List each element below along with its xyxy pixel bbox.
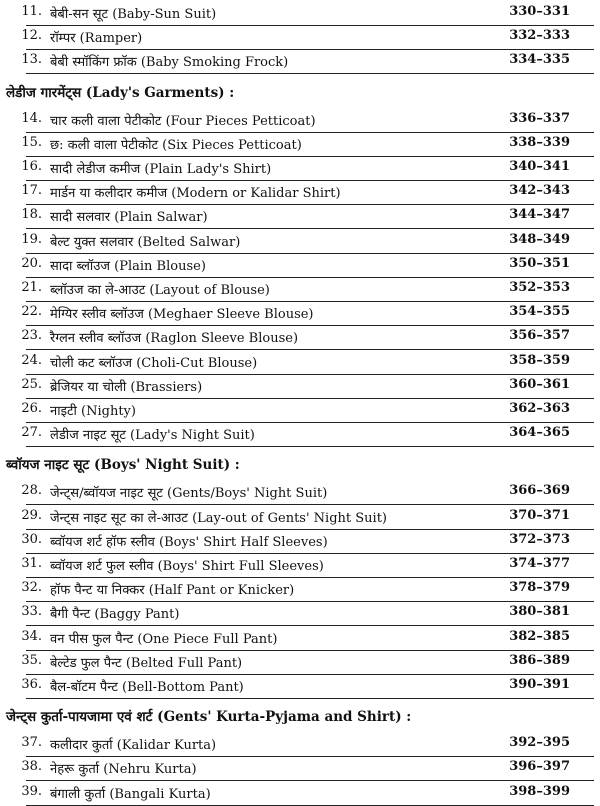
toc-entry <box>0 506 600 530</box>
entry-title: सादी लेडीज कमीज (Plain Lady's Shirt) <box>50 162 272 177</box>
entry-pages: 362–363 <box>509 401 570 416</box>
entry-number: 21. <box>21 280 42 295</box>
toc-entry <box>0 109 600 133</box>
entry-number: 12. <box>21 28 42 44</box>
entry-pages: 392–395 <box>509 735 570 751</box>
entry-title: बंगाली कुर्ता (Bangali Kurta) <box>50 786 211 802</box>
entry-pages: 396–397 <box>509 759 570 775</box>
toc-entry <box>0 26 600 50</box>
toc-entry <box>0 2 600 26</box>
entry-number: 17. <box>21 183 42 199</box>
entry-pages: 332–333 <box>509 28 570 44</box>
entry-pages: 370–371 <box>509 507 570 523</box>
entry-pages: 382–385 <box>509 628 570 644</box>
toc-entry <box>0 326 600 350</box>
toc-entry <box>0 302 600 326</box>
entry-title: लेडीज नाइट सूट (Lady's Night Suit) <box>50 428 255 444</box>
toc-entry <box>0 757 600 781</box>
entry-number: 11. <box>21 4 42 19</box>
entry-title: बेल्ट युक्त सलवार (Belted Salwar) <box>50 234 241 250</box>
entry-pages: 364–365 <box>509 425 570 441</box>
entry-title: रैग्लन स्लीव ब्लॉउज (Raglon Sleeve Blouse) <box>50 331 299 347</box>
entry-title: चार कली वाला पेटीकोट (Four Pieces Petticoat) <box>50 113 316 129</box>
entry-title: जेन्ट्स नाइट सूट का ले-आउट (Lay-out of Gents' Night Suit) <box>50 510 387 526</box>
entry-pages: 386–389 <box>509 652 570 668</box>
entry-title: जेन्ट्स/ब्वॉयज नाइट सूट (Gents/Boys' Night Suit) <box>50 486 328 502</box>
entry-number: 20. <box>21 255 42 271</box>
entry-title: बेल्टेड फुल पैन्ट (Belted Full Pant) <box>50 655 243 671</box>
entry-pages: 378–379 <box>509 580 570 596</box>
entry-pages: 360–361 <box>509 376 570 392</box>
entry-title: रॉम्पर (Ramper) <box>50 31 143 47</box>
entry-pages: 330–331 <box>509 4 570 19</box>
entry-rule <box>26 805 594 806</box>
entry-number: 29. <box>21 507 42 523</box>
section-heading: जेन्ट्स कुर्ता-पायजामा एवं शर्ट (Gents' Kurta-Pyjama and Shirt) : <box>6 709 412 726</box>
toc-entry <box>0 50 600 74</box>
entry-number: 37. <box>21 735 42 751</box>
entry-rule <box>26 73 594 74</box>
toc-entry <box>0 133 600 157</box>
entry-title: ब्लॉउज का ले-आउट (Layout of Blouse) <box>50 283 270 298</box>
entry-number: 32. <box>21 580 42 596</box>
toc-entry <box>0 399 600 423</box>
entry-number: 26. <box>21 401 42 416</box>
toc-entry <box>0 278 600 302</box>
entry-number: 33. <box>21 604 42 620</box>
entry-pages: 352–353 <box>509 280 570 295</box>
toc-entry <box>0 627 600 651</box>
entry-title: हॉफ पैन्ट या निक्कर (Half Pant or Knicker) <box>50 583 295 599</box>
entry-number: 24. <box>21 352 42 368</box>
entry-title: बेबी-सन सूट (Baby-Sun Suit) <box>50 7 217 22</box>
entry-title: सादी सलवार (Plain Salwar) <box>50 210 208 226</box>
entry-pages: 354–355 <box>509 304 570 320</box>
entry-pages: 372–373 <box>509 531 570 547</box>
entry-number: 28. <box>21 483 42 499</box>
entry-title: बेबी स्मॉकिंग फ्रॉक (Baby Smoking Frock) <box>50 55 289 71</box>
section-heading: लेडीज गारमेंट्स (Lady's Garments) : <box>6 84 235 101</box>
entry-title: नेहरू कुर्ता (Nehru Kurta) <box>50 762 197 778</box>
entry-number: 19. <box>21 231 42 247</box>
entry-title: वन पीस फुल पैन्ट (One Piece Full Pant) <box>50 631 278 647</box>
entry-title: ब्वॉयज शर्ट हॉफ स्लीव (Boys' Shirt Half Sleeves) <box>50 534 328 550</box>
entry-number: 35. <box>21 652 42 668</box>
entry-title: बैल-बॉटम पैन्ट (Bell-Bottom Pant) <box>50 680 244 695</box>
entry-number: 38. <box>21 759 42 775</box>
entry-pages: 356–357 <box>509 328 570 344</box>
toc-entry <box>0 554 600 578</box>
toc-entry <box>0 530 600 554</box>
toc-entry <box>0 375 600 399</box>
entry-pages: 340–341 <box>509 159 570 174</box>
toc-entry <box>0 675 600 699</box>
entry-pages: 344–347 <box>509 207 570 223</box>
entry-pages: 374–377 <box>509 556 570 571</box>
entry-title: ब्रेजियर या चोली (Brassiers) <box>50 379 203 395</box>
entry-rule <box>26 446 594 447</box>
entry-pages: 338–339 <box>509 134 570 150</box>
entry-number: 39. <box>21 783 42 799</box>
entry-pages: 342–343 <box>509 183 570 199</box>
entry-title: सादा ब्लॉउज (Plain Blouse) <box>50 258 206 274</box>
toc-entry <box>0 423 600 447</box>
toc-entry <box>0 157 600 181</box>
toc-entry <box>0 651 600 675</box>
entry-number: 14. <box>21 110 42 126</box>
entry-title: मार्डन या कलीदार कमीज (Modern or Kalidar Shirt) <box>50 186 341 202</box>
entry-pages: 366–369 <box>509 483 570 499</box>
entry-title: नाइटी (Nighty) <box>50 404 136 419</box>
entry-title: कलीदार कुर्ता (Kalidar Kurta) <box>50 738 217 754</box>
entry-title: छ: कली वाला पेटीकोट (Six Pieces Petticoat) <box>50 137 302 153</box>
toc-entry <box>0 205 600 229</box>
entry-pages: 334–335 <box>509 52 570 68</box>
entry-pages: 398–399 <box>509 783 570 799</box>
entry-number: 36. <box>21 677 42 692</box>
entry-number: 27. <box>21 425 42 441</box>
toc-entry <box>0 254 600 278</box>
entry-pages: 336–337 <box>509 110 570 126</box>
entry-rule <box>26 698 594 699</box>
entry-pages: 380–381 <box>509 604 570 620</box>
entry-number: 22. <box>21 304 42 320</box>
entry-number: 31. <box>21 556 42 571</box>
toc-entry <box>0 351 600 375</box>
entry-number: 15. <box>21 134 42 150</box>
entry-pages: 390–391 <box>509 677 570 692</box>
entry-number: 16. <box>21 159 42 174</box>
toc-entry <box>0 181 600 205</box>
toc-entry <box>0 733 600 757</box>
entry-pages: 350–351 <box>509 255 570 271</box>
entry-number: 34. <box>21 628 42 644</box>
entry-pages: 358–359 <box>509 352 570 368</box>
toc-entry <box>0 230 600 254</box>
entry-title: बैगी पैन्ट (Baggy Pant) <box>50 607 180 623</box>
toc-entry <box>0 481 600 505</box>
section-heading: ब्वॉयज नाइट सूट (Boys' Night Suit) : <box>6 457 240 474</box>
toc-entry <box>0 578 600 602</box>
toc-entry <box>0 602 600 626</box>
entry-number: 25. <box>21 376 42 392</box>
entry-title: मेग्यिर स्लीव ब्लॉउज (Meghaer Sleeve Blouse) <box>50 307 314 323</box>
entry-number: 23. <box>21 328 42 344</box>
entry-title: ब्वॉयज शर्ट फुल स्लीव (Boys' Shirt Full Sleeves) <box>50 559 324 574</box>
entry-title: चोली कट ब्लॉउज (Choli-Cut Blouse) <box>50 355 258 371</box>
entry-pages: 348–349 <box>509 231 570 247</box>
entry-number: 18. <box>21 207 42 223</box>
entry-number: 13. <box>21 52 42 68</box>
entry-number: 30. <box>21 531 42 547</box>
